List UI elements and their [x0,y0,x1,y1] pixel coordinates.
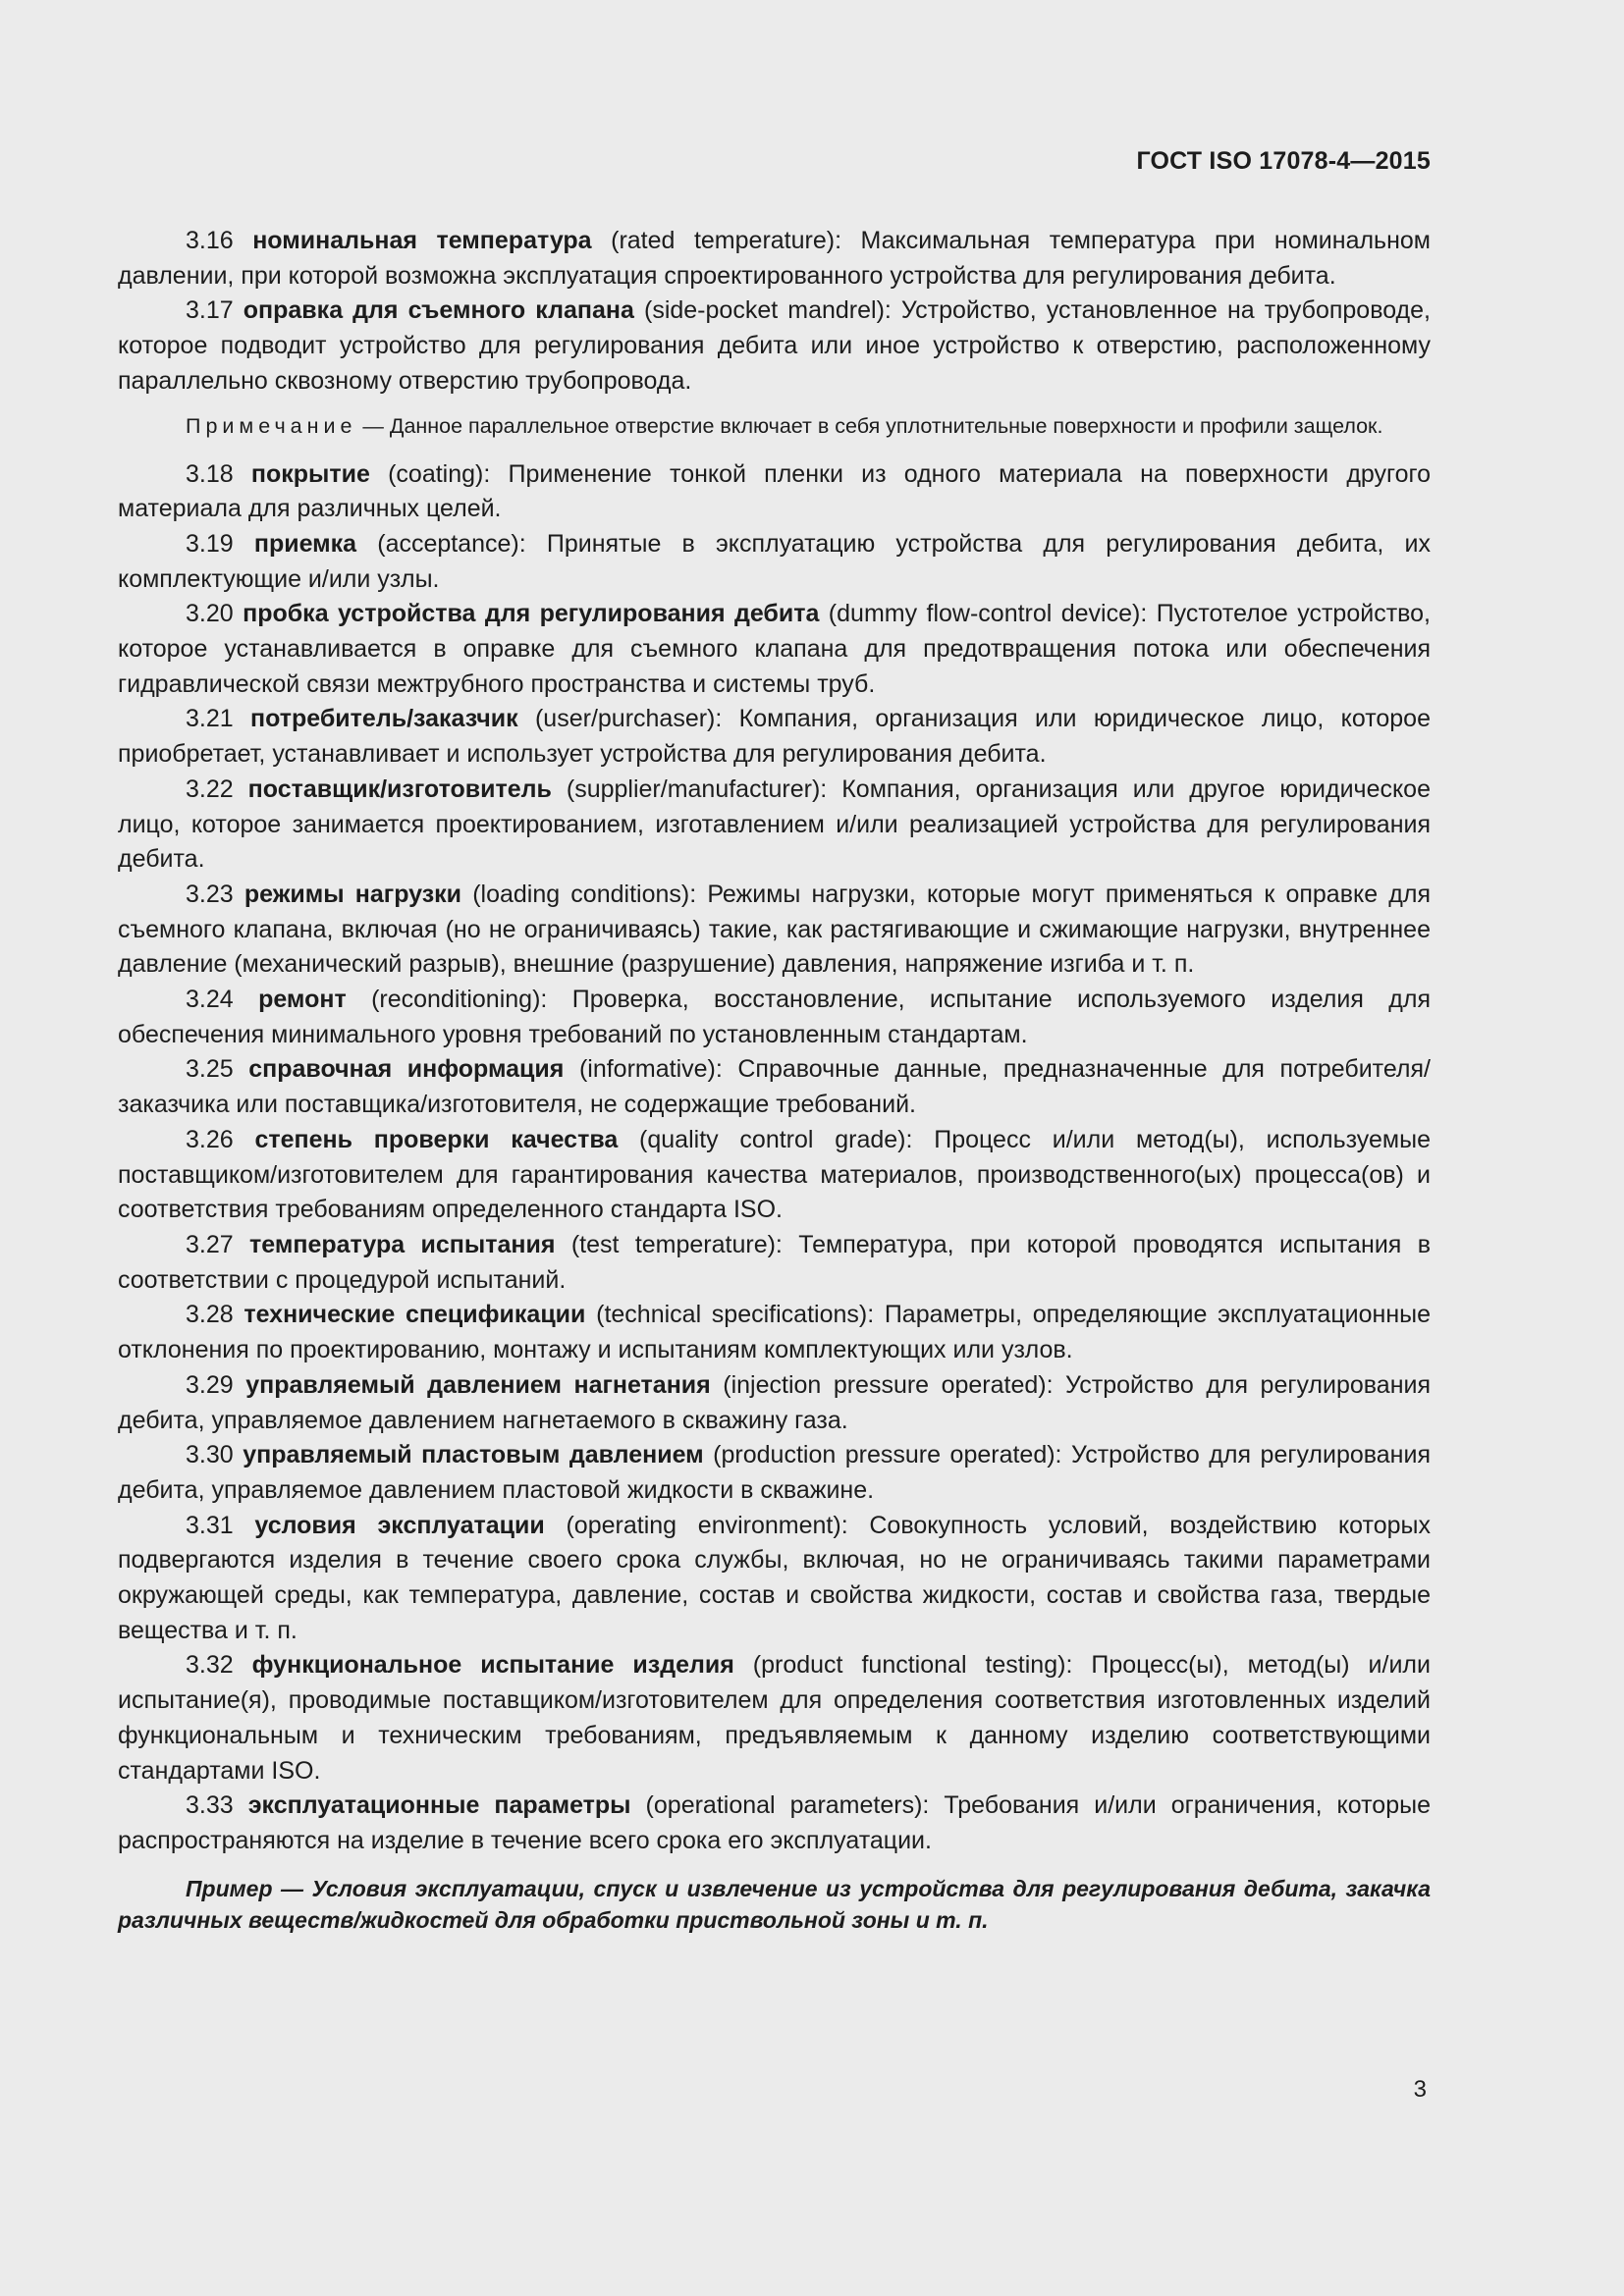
entry-definition: (supplier/manufacturer): Компания, организация или другое юридическое лицо, которое занимается проектированием, изготавлением и/или реализацией устройства для регулирования дебита. [118,774,1431,874]
entry-term: технические спецификации [244,1301,586,1329]
definitions-section [118,224,1431,1936]
definition-entry [118,1648,1431,1789]
entry-definition: (injection pressure operated): Устройство для регулирования дебита, управляемое давлением нагнетаемого в скважину газа. [118,1370,1432,1434]
entry-term: оправка для съемного клапана [243,296,634,325]
entry-term: условия эксплуатации [254,1511,545,1539]
entry-definition: (reconditioning): Проверка, восстановление, испытание используемого изделия для обеспечения минимального уровня требований по установленным стандартам. [118,986,1431,1048]
page-number: 3 [1413,2076,1427,2103]
entry-number: 3.30 [186,1441,234,1469]
entry-number: 3.16 [186,227,234,254]
entry-definition: (side-pocket mandrel): Устройство, установленное на трубопроводе, которое подводит устройство для регулирования дебита или иное устройство к отверстию, расположенному параллельно сквозному отверстию трубопровода. [118,296,1431,395]
entry-number: 3.20 [186,600,234,628]
entry-number: 3.25 [186,1055,234,1084]
entry-term: степень проверки качества [254,1125,619,1153]
entry-number: 3.24 [186,986,234,1014]
entry-number: 3.21 [186,705,234,733]
entry-term: управляемый пластовым давлением [243,1441,704,1469]
entry-number: 3.26 [186,1125,234,1153]
entry-term: пробка устройства для регулирования дебита [243,600,820,628]
entry-definition: (technical specifications): Параметры, определяющие эксплуатационные отклонения по проектированию, монтажу и испытаниям комплектующих или узлов. [118,1301,1432,1364]
definition-entry [118,1368,1431,1438]
entry-definition: (informative): Справочные данные, предназначенные для потребителя/заказчика или поставщика/изготовителя, не содержащие требований. [118,1055,1431,1119]
entry-number: 3.23 [186,880,234,908]
entry-term: покрытие [250,459,370,488]
entry-definition: (coating): Применение тонкой пленки из одного материала на поверхности другого материала для различных целей. [118,459,1431,523]
definition-entry [118,597,1431,702]
definition-entry [118,224,1431,294]
entry-number: 3.31 [186,1511,234,1539]
entry-number: 3.19 [186,529,234,558]
entry-definition: (user/purchaser): Компания, организация или юридическое лицо, которое приобретает, устанавливает и использует устройства для регулирования дебита. [118,705,1431,769]
definition-entry [118,773,1431,878]
entry-number: 3.28 [186,1301,234,1329]
entry-number: 3.29 [186,1370,234,1399]
entry-term: температура испытания [249,1230,556,1258]
entry-definition: (operating environment): Совокупность условий, воздействию которых подвергаются изделия в течение своего срока службы, включая, но не ограничиваясь такими параметрами окружающей среды, как температура, давление, состав и свойства жидкости, состав и свойства газа, твердые вещества и т. п. [118,1511,1431,1644]
definition-entry [118,983,1431,1052]
definition-entry [118,1123,1431,1228]
entry-definition: (product functional testing): Процесс(ы), метод(ы) и/или испытание(я), проводимые поставщиком/изготовителем для определения соответствия изготовленных изделий функциональным и техническим требованиям, предъявляемым к данному изделию соответствующими стандартами ISO. [118,1651,1431,1785]
entry-number: 3.18 [186,459,234,488]
document-code-header: ГОСТ ISO 17078-4—2015 [1136,147,1431,175]
entry-term: режимы нагрузки [244,880,462,908]
definition-entry [118,702,1431,772]
note-paragraph [118,411,1431,442]
entry-definition: (loading conditions): Режимы нагрузки, которые могут применяться к оправке для съемного клапана, включая (но не ограничиваясь) такие, как растягивающие и сжимающие нагрузки, внутреннее давление (механический разрыв), внешние (разрушение) давления, напряжение изгиба и т. п. [118,880,1431,979]
entry-term: управляемый давлением нагнетания [245,1370,711,1399]
entry-term: поставщик/изготовитель [247,774,552,803]
entry-definition: (acceptance): Принятые в эксплуатацию устройства для регулирования дебита, их комплектующие и/или узлы. [118,529,1431,593]
entry-term: номинальная температура [252,227,592,254]
entry-term: справочная информация [248,1055,565,1084]
entry-definition: (dummy flow-control device): Пустотелое устройство, которое устанавливается в оправке для съемного клапана для предотвращения потока или обеспечения гидравлической связи межтрубного пространства и системы труб. [118,600,1431,698]
definition-entry [118,1298,1431,1367]
definition-entry [118,1052,1431,1122]
definition-entry [118,1438,1431,1508]
entry-term: приемка [253,529,357,558]
definition-entry [118,527,1431,597]
note-label: Примечание [186,413,357,438]
entry-term: эксплуатационные параметры [247,1791,631,1820]
entry-number: 3.27 [186,1230,234,1258]
note-text: — Данное параллельное отверстие включает в себя уплотнительные поверхности и профили защелок. [356,413,1383,438]
definition-entry [118,878,1431,983]
definition-entry [118,294,1431,399]
entry-number: 3.32 [186,1651,234,1680]
entry-definition: (rated temperature): Максимальная температура при номинальном давлении, при которой возможна эксплуатация спроектированного устройства для регулирования дебита. [118,227,1431,290]
entry-term: ремонт [258,986,347,1014]
definition-entry [118,457,1431,527]
entry-definition: (production pressure operated): Устройство для регулирования дебита, управляемое давлением пластовой жидкости в скважине. [118,1441,1431,1504]
entry-definition: (quality control grade): Процесс и/или метод(ы), используемые поставщиком/изготовителем для гарантирования качества материалов, производственного(ых) процесса(ов) и соответствия требованиям определенного стандарта ISO. [118,1125,1431,1224]
entry-definition: (test temperature): Температура, при которой проводятся испытания в соответствии с процедурой испытаний. [118,1230,1431,1294]
entry-term: потребитель/заказчик [250,705,518,733]
entry-definition: (operational parameters): Требования и/или ограничения, которые распространяются на изделие в течение всего срока его эксплуатации. [118,1791,1431,1854]
entry-term: функциональное испытание изделия [251,1651,734,1680]
entry-number: 3.33 [186,1791,234,1820]
definition-entry [118,1789,1431,1858]
entry-number: 3.22 [186,774,234,803]
definition-entry [118,1509,1431,1649]
example-paragraph: Пример — Условия эксплуатации, спуск и извлечение из устройства для регулирования дебита, закачка различных веществ/жидкостей для обработки приствольной зоны и т. п. [118,1875,1431,1933]
definition-entry [118,1228,1431,1298]
entry-number: 3.17 [186,296,234,325]
